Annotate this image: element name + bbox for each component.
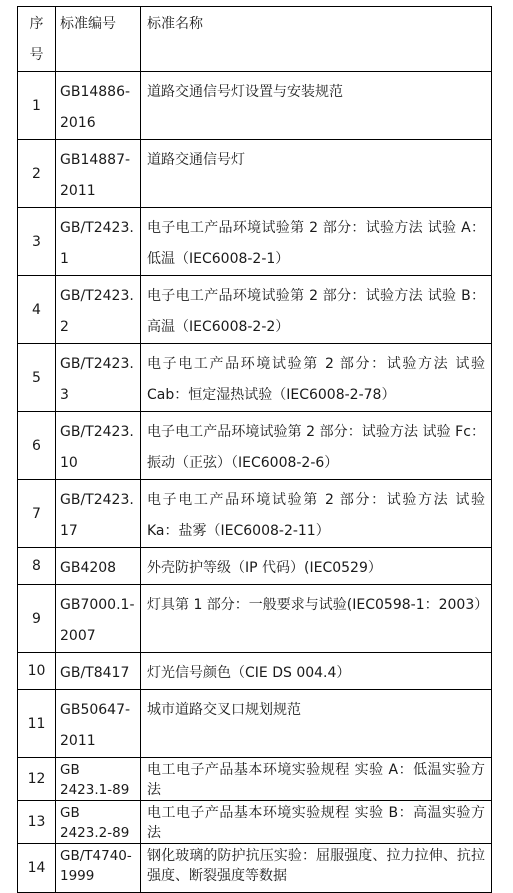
table-row <box>18 758 492 801</box>
row-name <box>141 758 492 801</box>
row-index <box>18 208 56 276</box>
header-code-label: 标准编号 <box>60 16 116 32</box>
row-name <box>141 344 492 412</box>
table-row <box>18 140 492 208</box>
row-name-text: 电子电工产品环境试验第 2 部分：试验方法 试验 Ka：盐雾（IEC6008-2-11） <box>147 492 490 539</box>
row-index-text: 11 <box>27 715 46 732</box>
row-name-text: 道路交通信号灯设置与安装规范 <box>147 84 343 100</box>
row-code-text: GB/T2423. 17 <box>60 492 134 539</box>
row-name-text: 电子电工产品环境试验第 2 部分：试验方法 试验 Fc：振动（正弦）（IEC6008-2-6） <box>147 424 485 471</box>
row-index-text: 2 <box>32 165 41 182</box>
row-name-text: 电子电工产品环境试验第 2 部分：试验方法 试验 Cab：恒定湿热试验（IEC6008-2-78） <box>147 356 490 403</box>
row-code <box>56 412 141 480</box>
row-name <box>141 276 492 344</box>
row-index-text: 8 <box>32 558 41 574</box>
row-code <box>56 208 141 276</box>
row-index <box>18 690 56 758</box>
row-code-text: GB/T2423. 10 <box>60 424 134 471</box>
row-name <box>141 140 492 208</box>
row-index <box>18 344 56 412</box>
row-name-text: 城市道路交叉口规划规范 <box>147 702 301 718</box>
header-name <box>141 7 492 72</box>
table-row <box>18 690 492 758</box>
header-name-label: 标准名称 <box>147 16 203 32</box>
row-code <box>56 690 141 758</box>
row-index-text: 13 <box>27 814 46 830</box>
table-row <box>18 801 492 844</box>
table-row <box>18 344 492 412</box>
row-code-text: GB50647- 2011 <box>60 702 131 749</box>
table-row <box>18 480 492 548</box>
row-index <box>18 276 56 344</box>
row-name <box>141 72 492 140</box>
row-name <box>141 653 492 690</box>
row-code-text: GB/T4740- 1999 <box>60 848 132 884</box>
row-index <box>18 653 56 690</box>
row-name <box>141 844 492 893</box>
row-code <box>56 276 141 344</box>
row-index <box>18 758 56 801</box>
row-code <box>56 140 141 208</box>
row-index-text: 4 <box>32 301 41 318</box>
row-index-text: 7 <box>32 505 41 522</box>
row-name-text: 道路交通信号灯 <box>147 152 245 168</box>
row-index <box>18 412 56 480</box>
row-index <box>18 480 56 548</box>
table-row <box>18 72 492 140</box>
row-name-text: 电子电工产品环境试验第 2 部分：试验方法 试验 B：高温（IEC6008-2-2） <box>147 288 485 335</box>
row-index-text: 10 <box>27 663 46 679</box>
row-code-text: GB14887- 2011 <box>60 152 131 199</box>
table-row <box>18 585 492 653</box>
row-name <box>141 801 492 844</box>
row-code-text: GB/T2423. 3 <box>60 356 134 403</box>
row-name <box>141 480 492 548</box>
table-row <box>18 653 492 690</box>
row-code <box>56 344 141 412</box>
row-code-text: GB 2423.2-89 <box>60 805 130 841</box>
row-name-text: 电工电子产品基本环境实验规程 实验 A：低温实验方法 <box>147 762 485 798</box>
row-code-text: GB/T8417 <box>60 665 130 681</box>
row-index <box>18 548 56 585</box>
row-name-text: 外壳防护等级（IP 代码）(IEC0529） <box>147 560 382 576</box>
row-code-text: GB/T2423. 2 <box>60 288 134 335</box>
header-row <box>18 7 492 72</box>
table-row <box>18 208 492 276</box>
row-name-text: 灯光信号颜色（CIE DS 004.4） <box>147 665 351 681</box>
row-code <box>56 585 141 653</box>
row-index <box>18 844 56 893</box>
header-code <box>56 7 141 72</box>
row-code-text: GB7000.1- 2007 <box>60 597 135 644</box>
row-code <box>56 758 141 801</box>
row-index-text: 3 <box>32 233 41 250</box>
row-code-text: GB14886- 2016 <box>60 84 131 131</box>
row-code <box>56 844 141 893</box>
row-code <box>56 653 141 690</box>
row-name <box>141 412 492 480</box>
row-index-text: 12 <box>27 771 46 787</box>
row-name <box>141 690 492 758</box>
row-name-text: 灯具第 1 部分：一般要求与试验(IEC0598-1：2003） <box>147 597 489 613</box>
row-index-text: 6 <box>32 437 41 454</box>
row-index-text: 1 <box>32 97 41 114</box>
row-code <box>56 72 141 140</box>
row-name <box>141 208 492 276</box>
row-index-text: 9 <box>32 610 41 627</box>
row-code-text: GB/T2423. 1 <box>60 220 134 267</box>
row-index-text: 5 <box>32 369 41 386</box>
header-index-label: 序 号 <box>29 16 44 63</box>
row-name-text: 电工电子产品基本环境实验规程 实验 B：高温实验方法 <box>147 805 485 841</box>
row-code-text: GB4208 <box>60 560 117 576</box>
table-row <box>18 412 492 480</box>
row-code-text: GB 2423.1-89 <box>60 762 130 798</box>
row-index <box>18 801 56 844</box>
row-index <box>18 140 56 208</box>
table-row <box>18 844 492 893</box>
row-index <box>18 585 56 653</box>
standards-table <box>17 6 492 893</box>
row-name <box>141 548 492 585</box>
row-name-text: 电子电工产品环境试验第 2 部分：试验方法 试验 A：低温（IEC6008-2-1） <box>147 220 485 267</box>
row-name <box>141 585 492 653</box>
header-index <box>18 7 56 72</box>
row-code <box>56 480 141 548</box>
table-row <box>18 276 492 344</box>
row-code <box>56 548 141 585</box>
row-index <box>18 72 56 140</box>
row-index-text: 14 <box>27 860 46 876</box>
row-name-text: 钢化玻璃的防护抗压实验：屈服强度、拉力拉伸、抗拉强度、断裂强度等数据 <box>147 848 485 884</box>
row-code <box>56 801 141 844</box>
table-row <box>18 548 492 585</box>
